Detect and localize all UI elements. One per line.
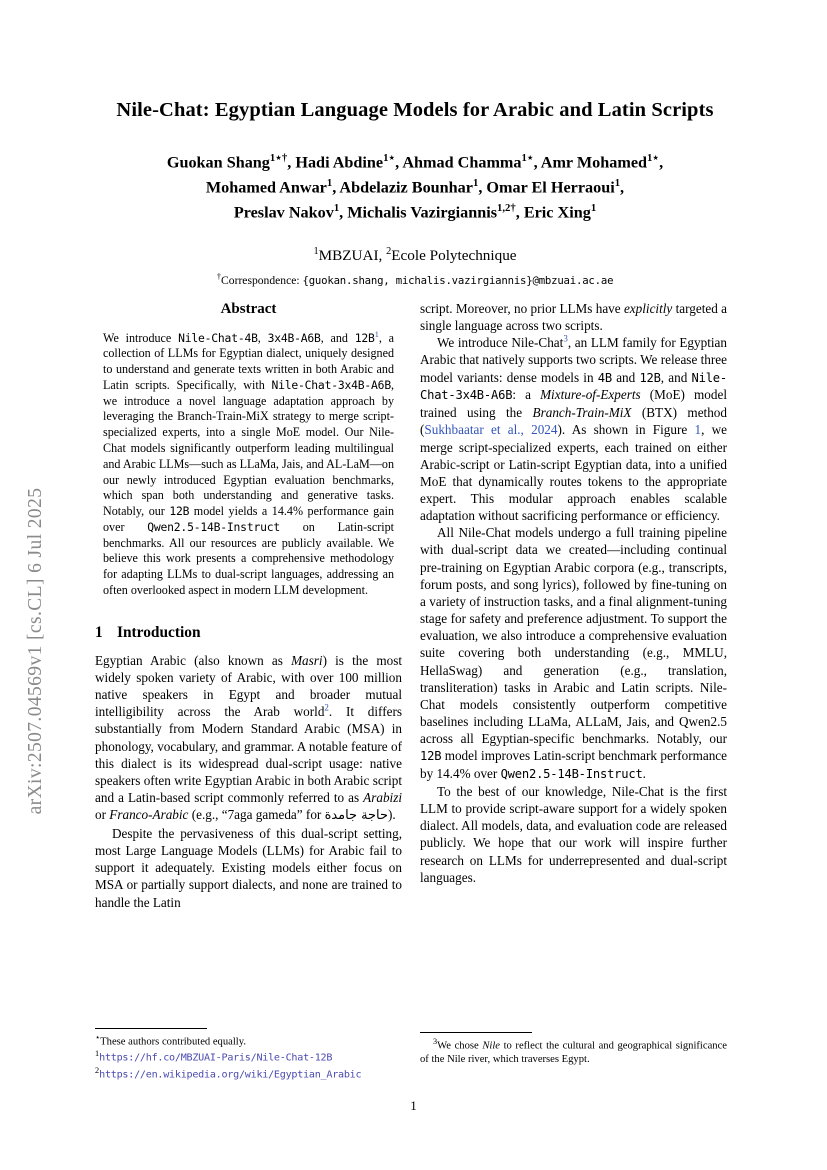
footnote-rule	[420, 1032, 532, 1033]
correspondence-line: †Correspondence: {guokan.shang, michalis.vazirgiannis}@mbzuai.ac.ae	[216, 271, 614, 287]
author-list	[95, 150, 735, 225]
intro-paragraph-5: To the best of our knowledge, Nile-Chat is the first LLM to provide script-aware support for a widely spoken dialect. All models, data, and evaluation code are released publicly. We hope that our work will inspire further research on LLMs for underrepresented and dual-script languages.	[420, 783, 727, 885]
author-line-1: Guokan Shang$^{1⋆\dagger}$, Hadi Abdine$^{1⋆}$, Ahmad Chamma$^{1⋆}$, Amr Mohamed$^{1⋆}$,	[166, 151, 664, 172]
footnote-rule	[95, 1028, 207, 1029]
page-number: 1	[410, 1098, 417, 1113]
intro-paragraph-4: All Nile-Chat models undergo a full training pipeline with dual-script data we created—including continual pre-training on Egyptian Arabic corpora (e.g., transcripts, forum posts, and song lyrics), followed by fine-tuning on a variety of instruction tasks, and a final alignment-tuning stage for safety and preference adjustment. To support the evaluation, we also introduce a comprehensive evaluation suite covering both understanding (e.g., MMLU, HellaSwag) and generation (e.g., translation, transliteration) tasks in Arabic and Latin scripts. Nile-Chat models consistently outperform competitive baselines including LLaMa, ALLaM, Jais, and Qwen2.5 across all Egyptian-specific benchmarks. Notably, our 12B model improves Latin-script benchmark performance by 14.4% over Qwen2.5-14B-Instruct.	[420, 525, 727, 782]
arxiv-identifier-stamp: arXiv:2507.04569v1 [cs.CL] 6 Jul 2025	[25, 487, 46, 815]
section-number: 1	[95, 623, 103, 641]
intro-paragraph-2: Despite the pervasiveness of this dual-script setting, most Large Language Models (LLMs) for Arabic fail to support it adequately. Existing models either focus on MSA or partially support dialects, and none are trained to handle the Latin	[95, 826, 402, 910]
footnotes-right-column	[420, 1032, 727, 1067]
intro-paragraph-1: Egyptian Arabic (also known as Masri) is the most widely spoken variety of Arabic, with over 100 million native speakers in Egypt and broader mutual intelligibility across the Arab world$^2$. It differs substantially from Modern Standard Arabic (MSA) in phonology, vocabulary, and grammar. A notable feature of this dialect is its widespread dual-script usage: native speakers often write Egyptian Arabic in both Arabic script and a Latin-based script commonly referred to as Arabizi or Franco-Arabic (e.g., “7aga gameda” for حاجة جامدة).	[95, 652, 402, 824]
right-column	[420, 300, 727, 886]
footnote-item: $^3$We chose Nile to reflect the cultural and geographical significance of the Nile river, which traverses Egypt.	[420, 1037, 727, 1066]
author-line-2: Mohamed Anwar$^1$, Abdelaziz Bounhar$^1$, Omar El Herraoui$^1$,	[205, 176, 625, 197]
section-title: Introduction	[117, 623, 201, 641]
footnotes-left-column	[95, 1028, 402, 1082]
page-title: Nile-Chat: Egyptian Language Models for Arabic and Latin Scripts	[116, 99, 714, 121]
left-column	[95, 300, 402, 911]
section-heading-introduction	[95, 623, 402, 643]
footnote-item[interactable]: $^2$https://en.wikipedia.org/wiki/Egyptian_Arabic	[95, 1065, 362, 1081]
footnote-item: ⋆These authors contributed equally.	[95, 1033, 246, 1048]
affiliations: $^1$MBZUAI, $^2$Ecole Polytechnique	[313, 245, 517, 264]
title-block	[95, 98, 735, 289]
abstract-heading: Abstract	[220, 301, 277, 317]
footnote-item[interactable]: $^1$https://hf.co/MBZUAI-Paris/Nile-Chat-12B	[95, 1049, 333, 1064]
author-line-3: Preslav Nakov$^1$, Michalis Vazirgiannis$^{1,2\dagger}$, Eric Xing$^1$	[233, 201, 597, 222]
abstract-text: We introduce Nile-Chat-4B, 3x4B-A6B, and 12B$^1$, a collection of LLMs for Egyptian dialect, uniquely designed to understand and generate texts written in both Arabic and Latin scripts. Specifically, with Nile-Chat-3x4B-A6B, we introduce a novel language adaptation approach by leveraging the Branch-Train-MiX strategy to merge script-specialized experts, into a single MoE model. Our Nile-Chat models significantly outperform leading multilingual and Arabic LLMs—such as LLaMa, Jais, and AL-LaM—on our newly introduced Egyptian evaluation benchmarks, which span both understanding and generative tasks. Notably, our 12B model yields a 14.4% performance gain over Qwen2.5-14B-Instruct on Latin-script benchmarks. All our resources are publicly available. We believe this work presents a comprehensive methodology for adapting LLMs to dual-script languages, addressing an often overlooked aspect in modern LLM development.	[103, 329, 395, 597]
intro-paragraph-2-cont: script. Moreover, no prior LLMs have explicitly targeted a single language across two scripts.	[420, 301, 727, 334]
intro-paragraph-3: We introduce Nile-Chat$^3$, an LLM family for Egyptian Arabic that natively supports two scripts. We release three model variants: dense models in 4B and 12B, and Nile-Chat-3x4B-A6B: a Mixture-of-Experts (MoE) model trained using the Branch-Train-MiX (BTX) method (Sukhbaatar et al., 2024). As shown in Figure 1, we merge script-specialized experts, each trained on either Arabic-script or Latin-script Egyptian data, into a unified MoE that dynamically routes tokens to the appropriate expert. This modular approach enables scalable adaptation without sacrificing performance or efficiency.	[420, 333, 727, 524]
